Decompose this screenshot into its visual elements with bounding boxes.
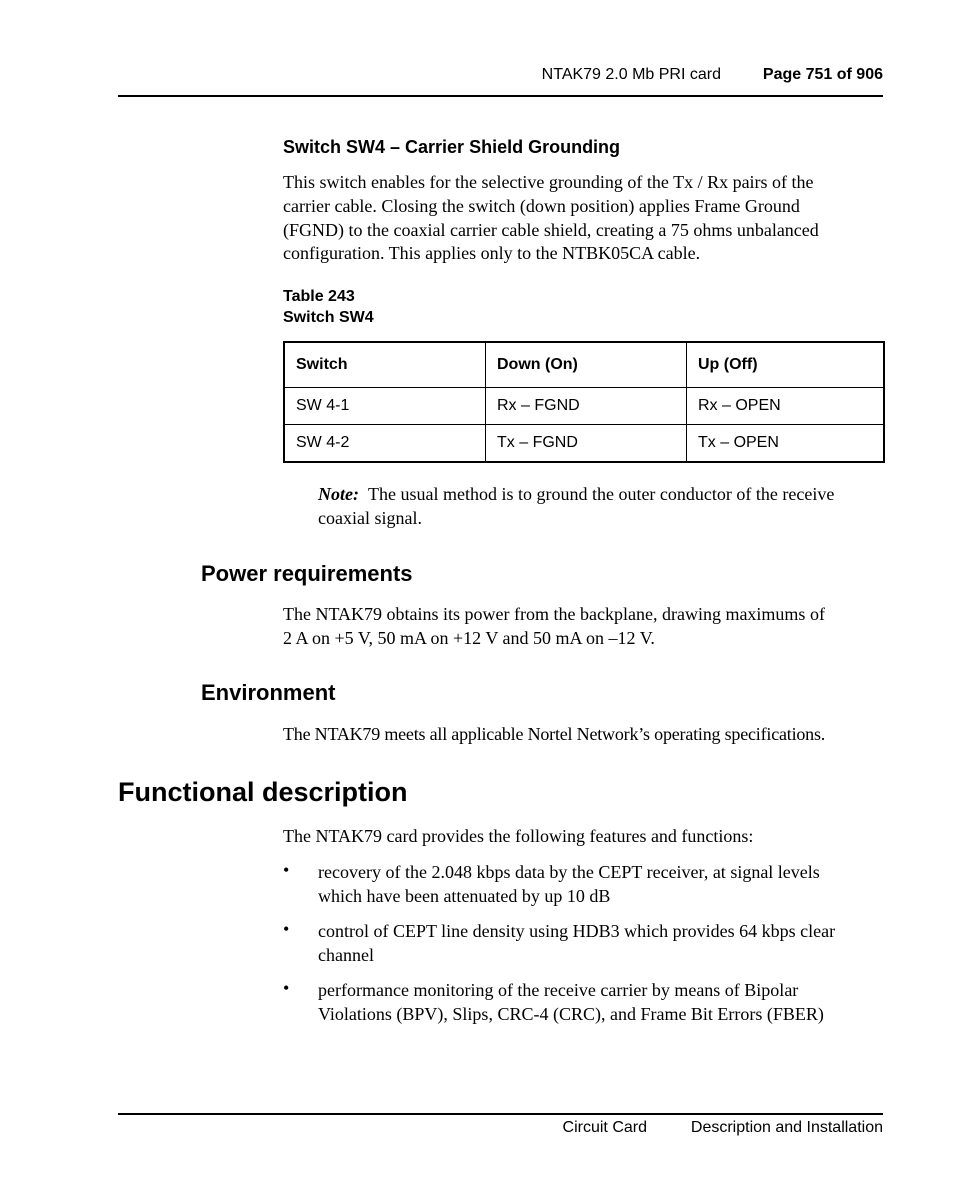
table-cell: Tx – FGND — [486, 425, 687, 463]
list-item — [318, 919, 884, 967]
list-item-line: control of CEPT line density using HDB3 which provides 64 kbps clear — [318, 921, 836, 941]
table-cell: Rx – OPEN — [687, 388, 885, 425]
table-row — [284, 388, 884, 425]
footer-right-text: Description and Installation — [690, 1119, 883, 1136]
note-line-1 — [318, 483, 884, 507]
note-line-2: coaxial signal. — [318, 507, 422, 528]
sw4-body — [283, 171, 883, 266]
header-rule — [118, 95, 883, 97]
sw4-body-line: This switch enables for the selective grounding of the Tx / Rx pairs of the — [283, 172, 814, 192]
table-cell: SW 4-1 — [284, 388, 486, 425]
list-item-line: Violations (BPV), Slips, CRC-4 (CRC), and Frame Bit Errors (FBER) — [318, 1004, 824, 1024]
table-cell: SW 4-2 — [284, 425, 486, 463]
list-item-line: which have been attenuated by up 10 dB — [318, 886, 611, 906]
environment-body: The NTAK79 meets all applicable Nortel Network’s operating specifications. — [283, 724, 826, 744]
bullet-marker: • — [283, 919, 290, 939]
power-body-line: 2 A on +5 V, 50 mA on +12 V and 50 mA on –12 V. — [283, 627, 655, 648]
list-item — [318, 860, 884, 908]
table-number: Table 243 — [283, 288, 355, 305]
power-body — [283, 603, 883, 651]
header-doc-title: NTAK79 2.0 Mb PRI card — [541, 66, 721, 83]
list-item — [318, 978, 884, 1026]
note — [318, 483, 884, 531]
footer-left-text: Circuit Card — [562, 1119, 647, 1136]
table-header-cell: Up (Off) — [687, 342, 885, 388]
list-item-line: channel — [318, 945, 374, 965]
header-page-number: Page 751 of 906 — [762, 66, 883, 83]
list-item-line: recovery of the 2.048 kbps data by the CEPT receiver, at signal levels — [318, 862, 820, 882]
sw4-body-line: configuration. This applies only to the NTBK05CA cable. — [283, 243, 701, 264]
table-header-cell: Down (On) — [486, 342, 687, 388]
table-header-cell: Switch — [284, 342, 486, 388]
table-header-row — [284, 342, 884, 388]
functional-intro: The NTAK79 card provides the following features and functions: — [283, 826, 754, 846]
bullet-marker: • — [283, 978, 290, 998]
table-caption — [283, 286, 374, 328]
table-cell: Tx – OPEN — [687, 425, 885, 463]
power-heading: Power requirements — [201, 561, 413, 586]
footer-rule — [118, 1113, 883, 1115]
list-item-line: performance monitoring of the receive carrier by means of Bipolar — [318, 980, 799, 1000]
power-body-line: The NTAK79 obtains its power from the backplane, drawing maximums of — [283, 604, 825, 624]
switch-sw4-table — [283, 341, 885, 463]
table-cell: Rx – FGND — [486, 388, 687, 425]
table-title: Switch SW4 — [283, 309, 374, 326]
environment-heading: Environment — [201, 680, 336, 705]
note-label: Note: — [318, 484, 359, 504]
note-text: The usual method is to ground the outer conductor of the receive — [367, 484, 835, 504]
sw4-body-line: (FGND) to the coaxial carrier cable shield, creating a 75 ohms unbalanced — [283, 219, 819, 240]
table-row — [284, 425, 884, 463]
sw4-heading: Switch SW4 – Carrier Shield Grounding — [283, 137, 621, 157]
bullet-marker: • — [283, 860, 290, 880]
sw4-body-line: carrier cable. Closing the switch (down position) applies Frame Ground — [283, 195, 800, 216]
functional-heading: Functional description — [118, 777, 408, 807]
